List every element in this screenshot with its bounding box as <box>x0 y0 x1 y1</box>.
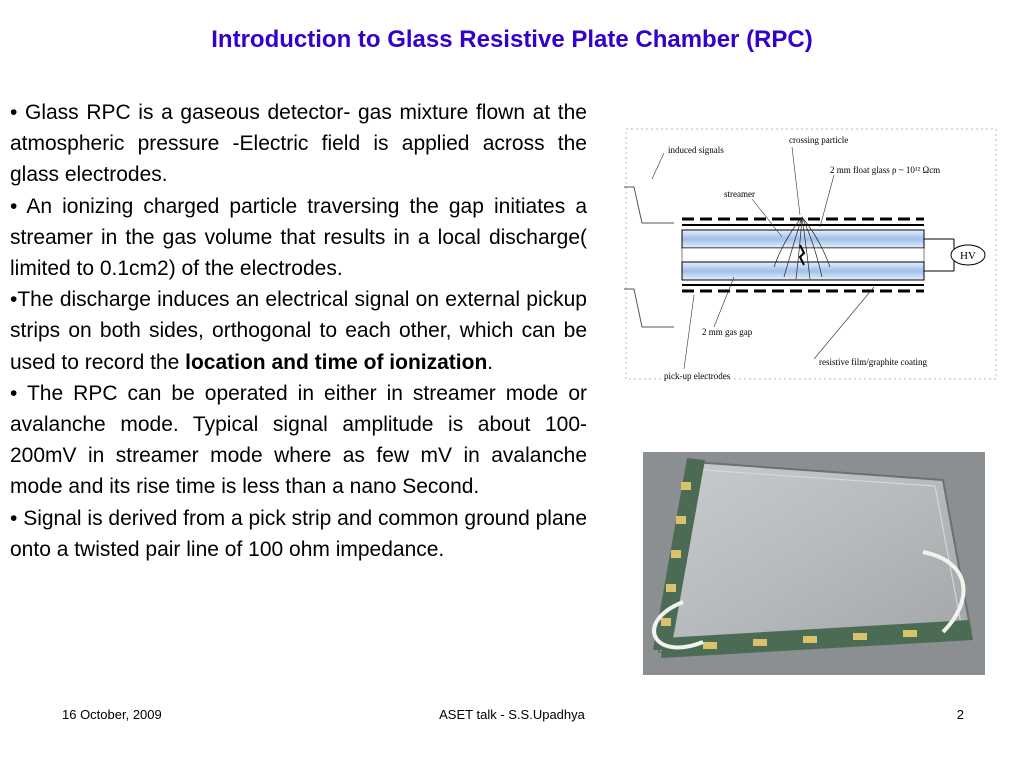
float-glass-label: 2 mm float glass ρ ~ 10¹² Ωcm <box>830 165 941 175</box>
rpc-schematic-diagram <box>624 127 1016 387</box>
bullet-text: The discharge induces an electrical signal on external pickup strips on both sides, orthogonal to each other, which can be used to record the <box>10 288 587 374</box>
bullet-bold-text: location and time of ionization <box>185 350 488 374</box>
slide-number: 2 <box>956 707 964 722</box>
bullet-text: The RPC can be operated in either in streamer mode or avalanche mode. Typical signal amplitude is about 100-200mV in streamer mode where as few mV in avalanche mode and its rise time is less than a nano Second. <box>10 381 587 499</box>
bullet-item <box>10 97 587 191</box>
bullet-text-end: . <box>487 350 494 374</box>
bullet-marker: • <box>10 288 18 312</box>
bullet-item <box>10 284 587 378</box>
bullet-item <box>10 191 587 285</box>
footer-date: 16 October, 2009 <box>62 707 162 722</box>
bullet-marker: • <box>10 381 27 405</box>
bullet-marker: • <box>10 194 27 218</box>
top-glass-electrode <box>682 230 924 248</box>
rpc-detector-photo <box>643 452 985 675</box>
bullet-list <box>10 97 587 565</box>
bullet-text: Glass RPC is a gaseous detector- gas mixture flown at the atmospheric pressure -Electric field is applied across the glass electrodes. <box>10 101 587 187</box>
footer-talk: ASET talk - S.S.Upadhya <box>439 707 585 722</box>
pickup-electrodes-label: pick-up electrodes <box>664 371 731 381</box>
upper-signal-trace <box>624 187 674 223</box>
bullet-item <box>10 378 587 503</box>
bullet-text: An ionizing charged particle traversing the gap initiates a streamer in the gas volume that results in a local discharge( limited to 0.1cm2) of the electrodes. <box>10 194 587 281</box>
gas-gap-label: 2 mm gas gap <box>702 327 753 337</box>
resistive-film-label: resistive film/graphite coating <box>819 357 927 367</box>
bullet-marker: • <box>10 506 24 530</box>
crossing-particle-label: crossing particle <box>789 135 849 145</box>
lower-signal-trace <box>624 289 674 327</box>
slide-title: Introduction to Glass Resistive Plate Chamber (RPC) <box>211 26 813 53</box>
bullet-item <box>10 503 587 565</box>
induced-signals-label: induced signals <box>668 145 724 155</box>
bullet-marker: • <box>10 101 25 124</box>
streamer-label: streamer <box>724 189 755 199</box>
bullet-text: Signal is derived from a pick strip and common ground plane onto a twisted pair line of 100 ohm impedance. <box>10 506 588 561</box>
hv-label: HV <box>960 250 976 262</box>
